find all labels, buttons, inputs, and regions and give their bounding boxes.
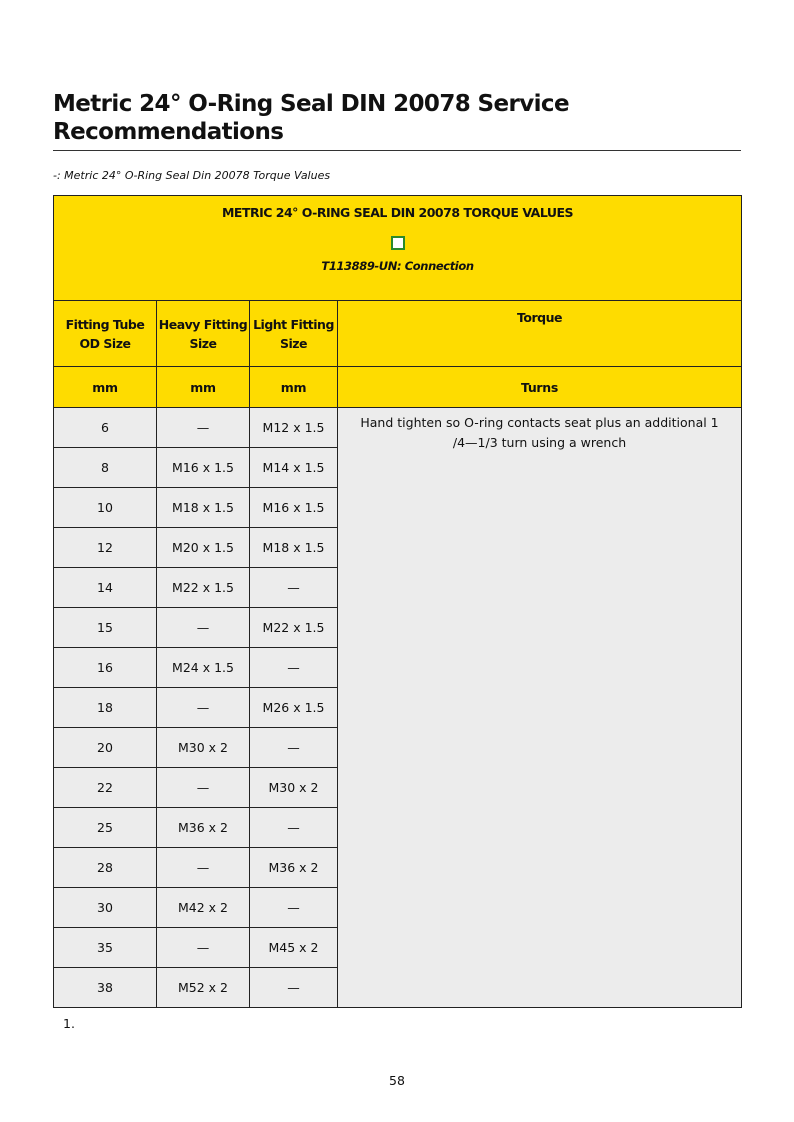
cell-light: — [250,648,338,688]
page-title: Metric 24° O-Ring Seal DIN 20078 Service Recommendations [53,91,569,145]
header-fitting-tube-od-size: Fitting Tube OD Size [54,301,157,367]
table-title: METRIC 24° O-RING SEAL DIN 20078 TORQUE VALUES [221,205,574,220]
cell-od: 8 [54,448,157,488]
cell-light: — [250,728,338,768]
cell-heavy: — [157,848,250,888]
table-title-row [54,196,742,301]
cell-light: — [250,568,338,608]
cell-od: 10 [54,488,157,528]
cell-heavy: M36 x 2 [157,808,250,848]
unit-light: mm [250,367,338,408]
cell-heavy: M30 x 2 [157,728,250,768]
header-torque: Torque [338,301,742,367]
cell-light: M26 x 1.5 [250,688,338,728]
cell-heavy: M52 x 2 [157,968,250,1008]
cell-light: M30 x 2 [250,768,338,808]
cell-light: M18 x 1.5 [250,528,338,568]
unit-torque: Turns [338,367,742,408]
cell-light: M45 x 2 [250,928,338,968]
cell-od: 15 [54,608,157,648]
cell-od: 25 [54,808,157,848]
cell-heavy: — [157,688,250,728]
cell-light: M22 x 1.5 [250,608,338,648]
cell-light: — [250,888,338,928]
cell-heavy: — [157,768,250,808]
torque-values-table [53,195,742,1008]
cell-od: 22 [54,768,157,808]
title-divider [53,150,741,151]
cell-heavy: — [157,608,250,648]
cell-od: 14 [54,568,157,608]
cell-light: M36 x 2 [250,848,338,888]
cell-od: 20 [54,728,157,768]
cell-od: 16 [54,648,157,688]
table-title-cell [54,196,742,301]
torque-instruction: Hand tighten so O-ring contacts seat plus an additional 1 /4—1/3 turn using a wrench [338,408,742,1008]
unit-row [54,367,742,408]
table-row [54,408,742,448]
cell-od: 28 [54,848,157,888]
cell-heavy: M22 x 1.5 [157,568,250,608]
header-heavy-fitting-size: Heavy Fitting Size [157,301,250,367]
figure-caption: T113889-UN: Connection [321,259,474,273]
footnote: 1. [63,1016,75,1031]
cell-heavy: — [157,928,250,968]
cell-heavy: M18 x 1.5 [157,488,250,528]
cell-heavy: M16 x 1.5 [157,448,250,488]
cell-heavy: M24 x 1.5 [157,648,250,688]
cell-light: M14 x 1.5 [250,448,338,488]
checkbox-icon[interactable] [391,236,405,250]
cell-heavy: — [157,408,250,448]
cell-od: 30 [54,888,157,928]
unit-od: mm [54,367,157,408]
cell-heavy: M42 x 2 [157,888,250,928]
unit-heavy: mm [157,367,250,408]
column-header-row [54,301,742,367]
header-light-fitting-size: Light Fitting Size [250,301,338,367]
cell-light: — [250,968,338,1008]
cell-light: M12 x 1.5 [250,408,338,448]
cell-od: 35 [54,928,157,968]
cell-od: 18 [54,688,157,728]
cell-od: 38 [54,968,157,1008]
page-number: 58 [389,1073,405,1088]
cell-heavy: M20 x 1.5 [157,528,250,568]
cell-light: — [250,808,338,848]
cell-light: M16 x 1.5 [250,488,338,528]
cell-od: 12 [54,528,157,568]
table-caption: -: Metric 24° O-Ring Seal Din 20078 Torque Values [53,169,331,182]
cell-od: 6 [54,408,157,448]
